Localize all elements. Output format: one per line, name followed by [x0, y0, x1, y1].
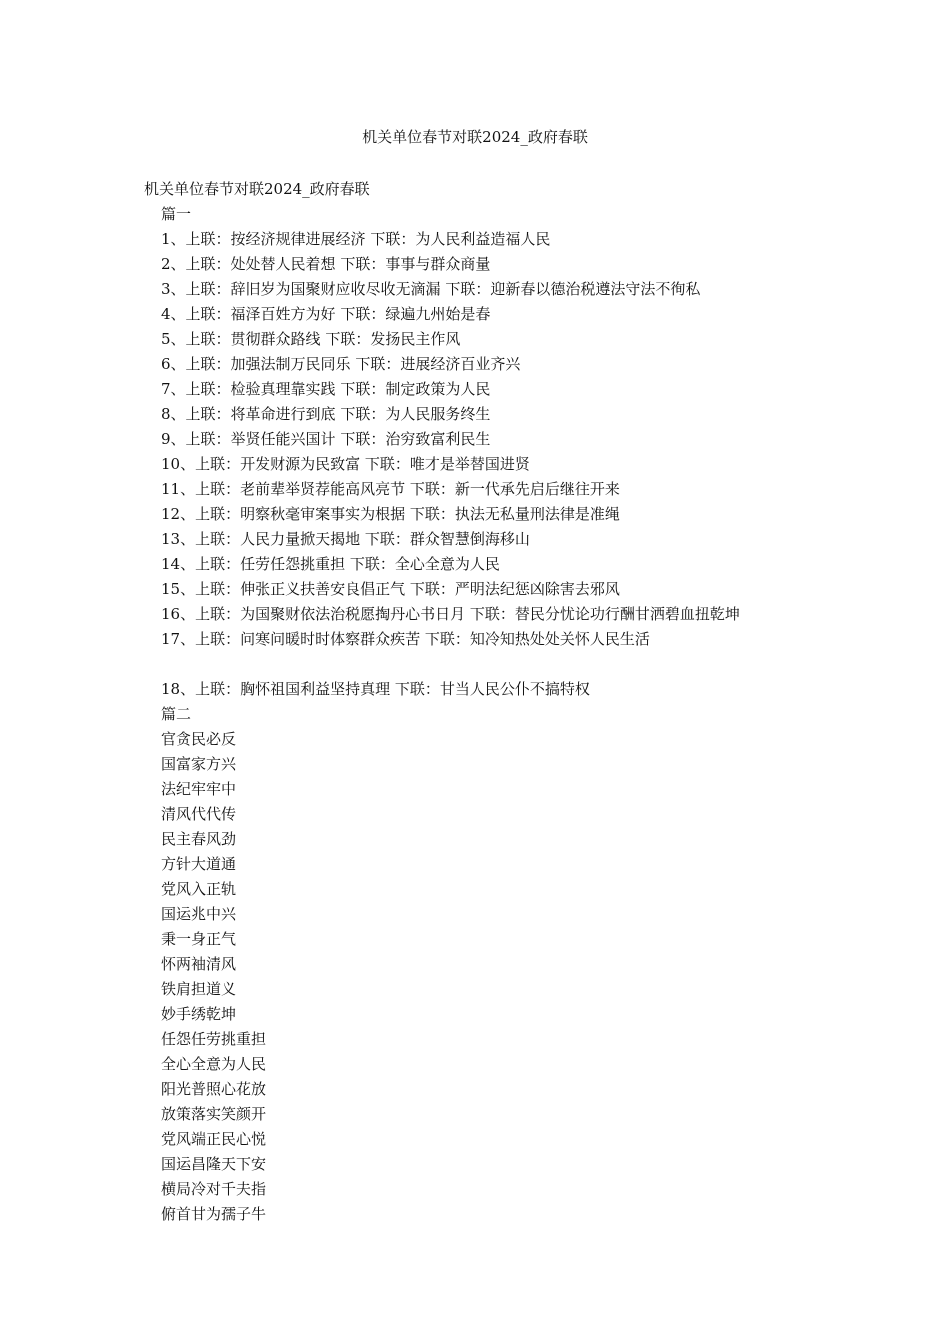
document-body — [0, 177, 950, 1227]
couplet-line: 15、上联：伸张正义扶善安良倡正气 下联：严明法纪惩凶除害去邪风 — [161, 580, 620, 598]
couplet-line: 11、上联：老前辈举贤荐能高风亮节 下联：新一代承先启后继往开来 — [161, 480, 620, 498]
couplet-line: 8、上联：将革命进行到底 下联：为人民服务终生 — [161, 405, 491, 423]
couplet-line: 铁肩担道义 — [161, 980, 237, 998]
couplet-line: 党风端正民心悦 — [161, 1130, 267, 1148]
couplet-line: 清风代代传 — [161, 805, 237, 823]
couplet-line: 放策落实笑颜开 — [161, 1105, 267, 1123]
blank-line — [0, 652, 950, 677]
couplet-line: 1、上联：按经济规律进展经济 下联：为人民利益造福人民 — [161, 230, 551, 248]
couplet-line: 18、上联：胸怀祖国利益坚持真理 下联：甘当人民公仆不搞特权 — [161, 680, 590, 698]
couplet-line: 16、上联：为国聚财依法治税愿掏丹心书日月 下联：替民分忧论功行酬甘洒碧血扭乾坤 — [161, 605, 740, 623]
couplet-line: 党风入正轨 — [161, 880, 237, 898]
couplet-line: 6、上联：加强法制万民同乐 下联：进展经济百业齐兴 — [161, 355, 521, 373]
couplet-line: 10、上联：开发财源为民致富 下联：唯才是举替国进贤 — [161, 455, 530, 473]
couplet-line: 官贪民必反 — [161, 730, 237, 748]
couplet-line: 全心全意为人民 — [161, 1055, 267, 1073]
couplet-line: 13、上联：人民力量掀天揭地 下联：群众智慧倒海移山 — [161, 530, 530, 548]
couplet-line: 横局冷对千夫指 — [161, 1180, 267, 1198]
couplet-list-part1 — [0, 227, 950, 652]
couplet-line: 妙手绣乾坤 — [161, 1005, 237, 1023]
couplet-line: 5、上联：贯彻群众路线 下联：发扬民主作风 — [161, 330, 461, 348]
couplet-line: 民主春风劲 — [161, 830, 237, 848]
couplet-line: 秉一身正气 — [161, 930, 237, 948]
couplet-line: 国富家方兴 — [161, 755, 237, 773]
couplet-line: 2、上联：处处替人民着想 下联：事事与群众商量 — [161, 255, 491, 273]
document-subtitle: 机关单位春节对联2024_政府春联 — [144, 180, 370, 198]
couplet-line: 怀两袖清风 — [161, 955, 237, 973]
couplet-line: 14、上联：任劳任怨挑重担 下联：全心全意为人民 — [161, 555, 500, 573]
couplet-list-part2 — [0, 677, 950, 702]
couplet-line: 法纪牢牢中 — [161, 780, 237, 798]
document-title: 机关单位春节对联2024_政府春联 — [362, 128, 588, 146]
couplet-line: 阳光普照心花放 — [161, 1080, 267, 1098]
couplet-line: 任怨任劳挑重担 — [161, 1030, 267, 1048]
couplet-line: 17、上联：问寒问暖时时体察群众疾苦 下联：知冷知热处处关怀人民生活 — [161, 630, 650, 648]
section-heading-1: 篇一 — [161, 205, 192, 223]
couplet-line: 国运兆中兴 — [161, 905, 237, 923]
couplet-line: 12、上联：明察秋毫审案事实为根据 下联：执法无私量刑法律是准绳 — [161, 505, 620, 523]
couplet-line: 国运昌隆天下安 — [161, 1155, 267, 1173]
couplet-line: 3、上联：辞旧岁为国聚财应收尽收无滴漏 下联：迎新春以德治税遵法守法不徇私 — [161, 280, 701, 298]
couplet-line: 7、上联：检验真理靠实践 下联：制定政策为人民 — [161, 380, 491, 398]
couplet-line: 9、上联：举贤任能兴国计 下联：治穷致富利民生 — [161, 430, 491, 448]
couplet-line: 方针大道通 — [161, 855, 237, 873]
couplet-list-section2 — [0, 727, 950, 1227]
section-heading-2: 篇二 — [161, 705, 192, 723]
couplet-line: 俯首甘为孺子牛 — [161, 1205, 267, 1223]
couplet-line: 4、上联：福泽百姓方为好 下联：绿遍九州始是春 — [161, 305, 491, 323]
